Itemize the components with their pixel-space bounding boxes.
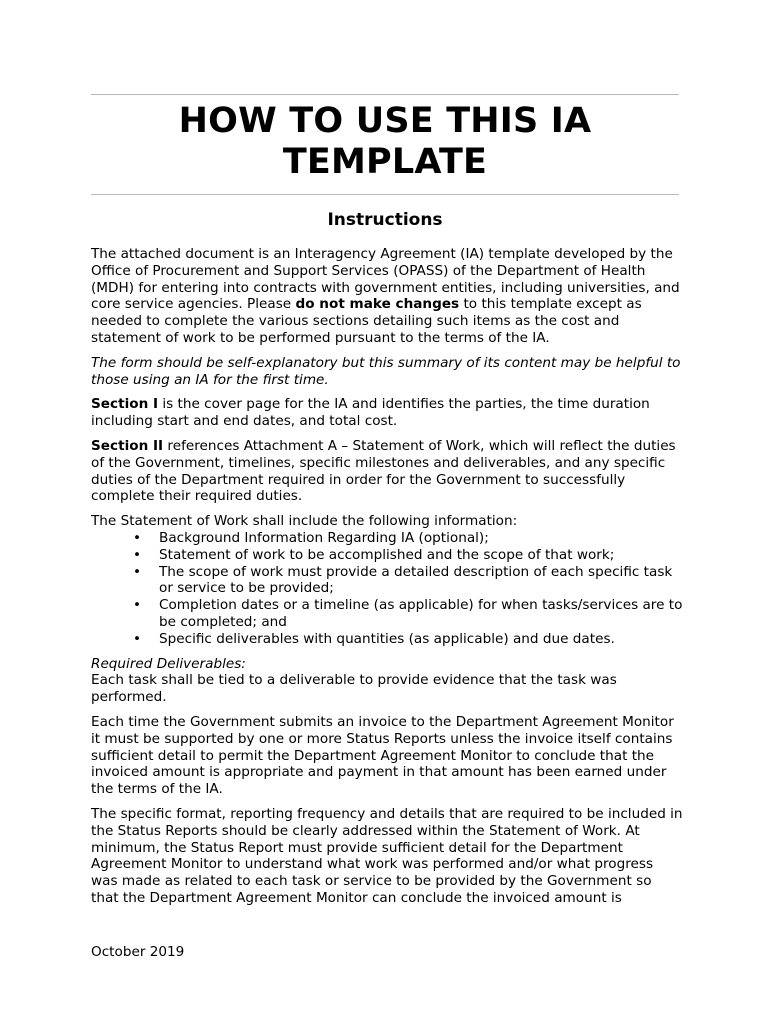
section-i-paragraph (91, 396, 683, 430)
list-item (91, 564, 683, 598)
title-line-1: HOW TO USE THIS IA (178, 101, 592, 141)
section-ii-label: Section II (91, 437, 164, 454)
section-i-label: Section I (91, 396, 159, 413)
list-item (91, 597, 683, 631)
list-item-text: Completion dates or a timeline (as applicable) for when tasks/services are to be completed; and (159, 597, 683, 630)
section-ii-text: references Attachment A – Statement of Work, which will reflect the duties of the Government, timelines, specific milestones and deliverables, and any specific duties of the Department required in order for the Government to successfully complete their required duties. (91, 437, 676, 505)
document-body (91, 246, 683, 915)
list-item (91, 547, 683, 564)
intro-text-rest: to this template except as needed to complete the various sections detailing such items as the cost and statement of work to be performed pursuant to the terms of the IA. (91, 296, 642, 346)
title-line-2: TEMPLATE (282, 142, 488, 182)
bullet-icon: • (133, 529, 142, 546)
invoice-paragraph: Each time the Government submits an invoice to the Department Agreement Monitor it must be supported by one or more Status Reports unless the invoice itself contains sufficient detail to permit the Department Agreement Monitor to conclude that the invoiced amount is appropriate and payment in that amount has been earned under the terms of the IA. (91, 713, 674, 798)
required-deliverables (91, 656, 683, 706)
bullet-icon: • (133, 597, 142, 614)
bullet-icon: • (133, 563, 142, 580)
intro-paragraph (91, 246, 683, 347)
intro-text: The attached document is an Interagency Agreement (IA) template developed by the Office of Procurement and Support Services (OPASS) of the Department of Health (MDH) for entering into contracts with government entities, including universities, and core service agencies. Please (91, 246, 680, 313)
required-deliverables-text: Each task shall be tied to a deliverable to provide evidence that the task was performed. (91, 672, 617, 706)
bullet-icon: • (133, 630, 142, 647)
sow-intro: The Statement of Work shall include the following information: (91, 513, 518, 530)
intro-emphasis: do not make changes (295, 296, 460, 313)
list-item-text: Background Information Regarding IA (optional); (159, 529, 489, 546)
status-report-paragraph: The specific format, reporting frequency and details that are required to be included in the Status Reports should be clearly addressed within the Statement of Work. At minimum, the Status Report must provide sufficient detail for the Department Agreement Monitor to understand what work was performed and/or what progress was made as related to each task or service to be provided by the Government so that the Department Agreement Monitor can conclude the invoiced amount is (91, 805, 683, 906)
list-item-text: Specific deliverables with quantities (as applicable) and due dates. (159, 630, 615, 647)
required-deliverables-heading: Required Deliverables: (91, 655, 246, 672)
list-item (91, 530, 683, 547)
list-item-text: Statement of work to be accomplished and the scope of that work; (159, 546, 615, 563)
top-rule (91, 94, 679, 95)
list-item-text: The scope of work must provide a detailed description of each specific task or service to be provided; (159, 563, 673, 597)
bottom-rule (91, 194, 679, 195)
section-ii-paragraph (91, 438, 683, 505)
section-i-text: is the cover page for the IA and identifies the parties, the time duration including start and end dates, and total cost. (91, 396, 650, 430)
page-title (91, 101, 679, 183)
section-heading: Instructions (327, 210, 443, 230)
summary-note: The form should be self-explanatory but this summary of its content may be helpful to those using an IA for the first time. (91, 354, 681, 388)
list-item (91, 631, 683, 648)
footer-date: October 2019 (91, 944, 185, 960)
bullet-icon: • (133, 546, 142, 563)
sow-bullet-list (91, 530, 683, 648)
